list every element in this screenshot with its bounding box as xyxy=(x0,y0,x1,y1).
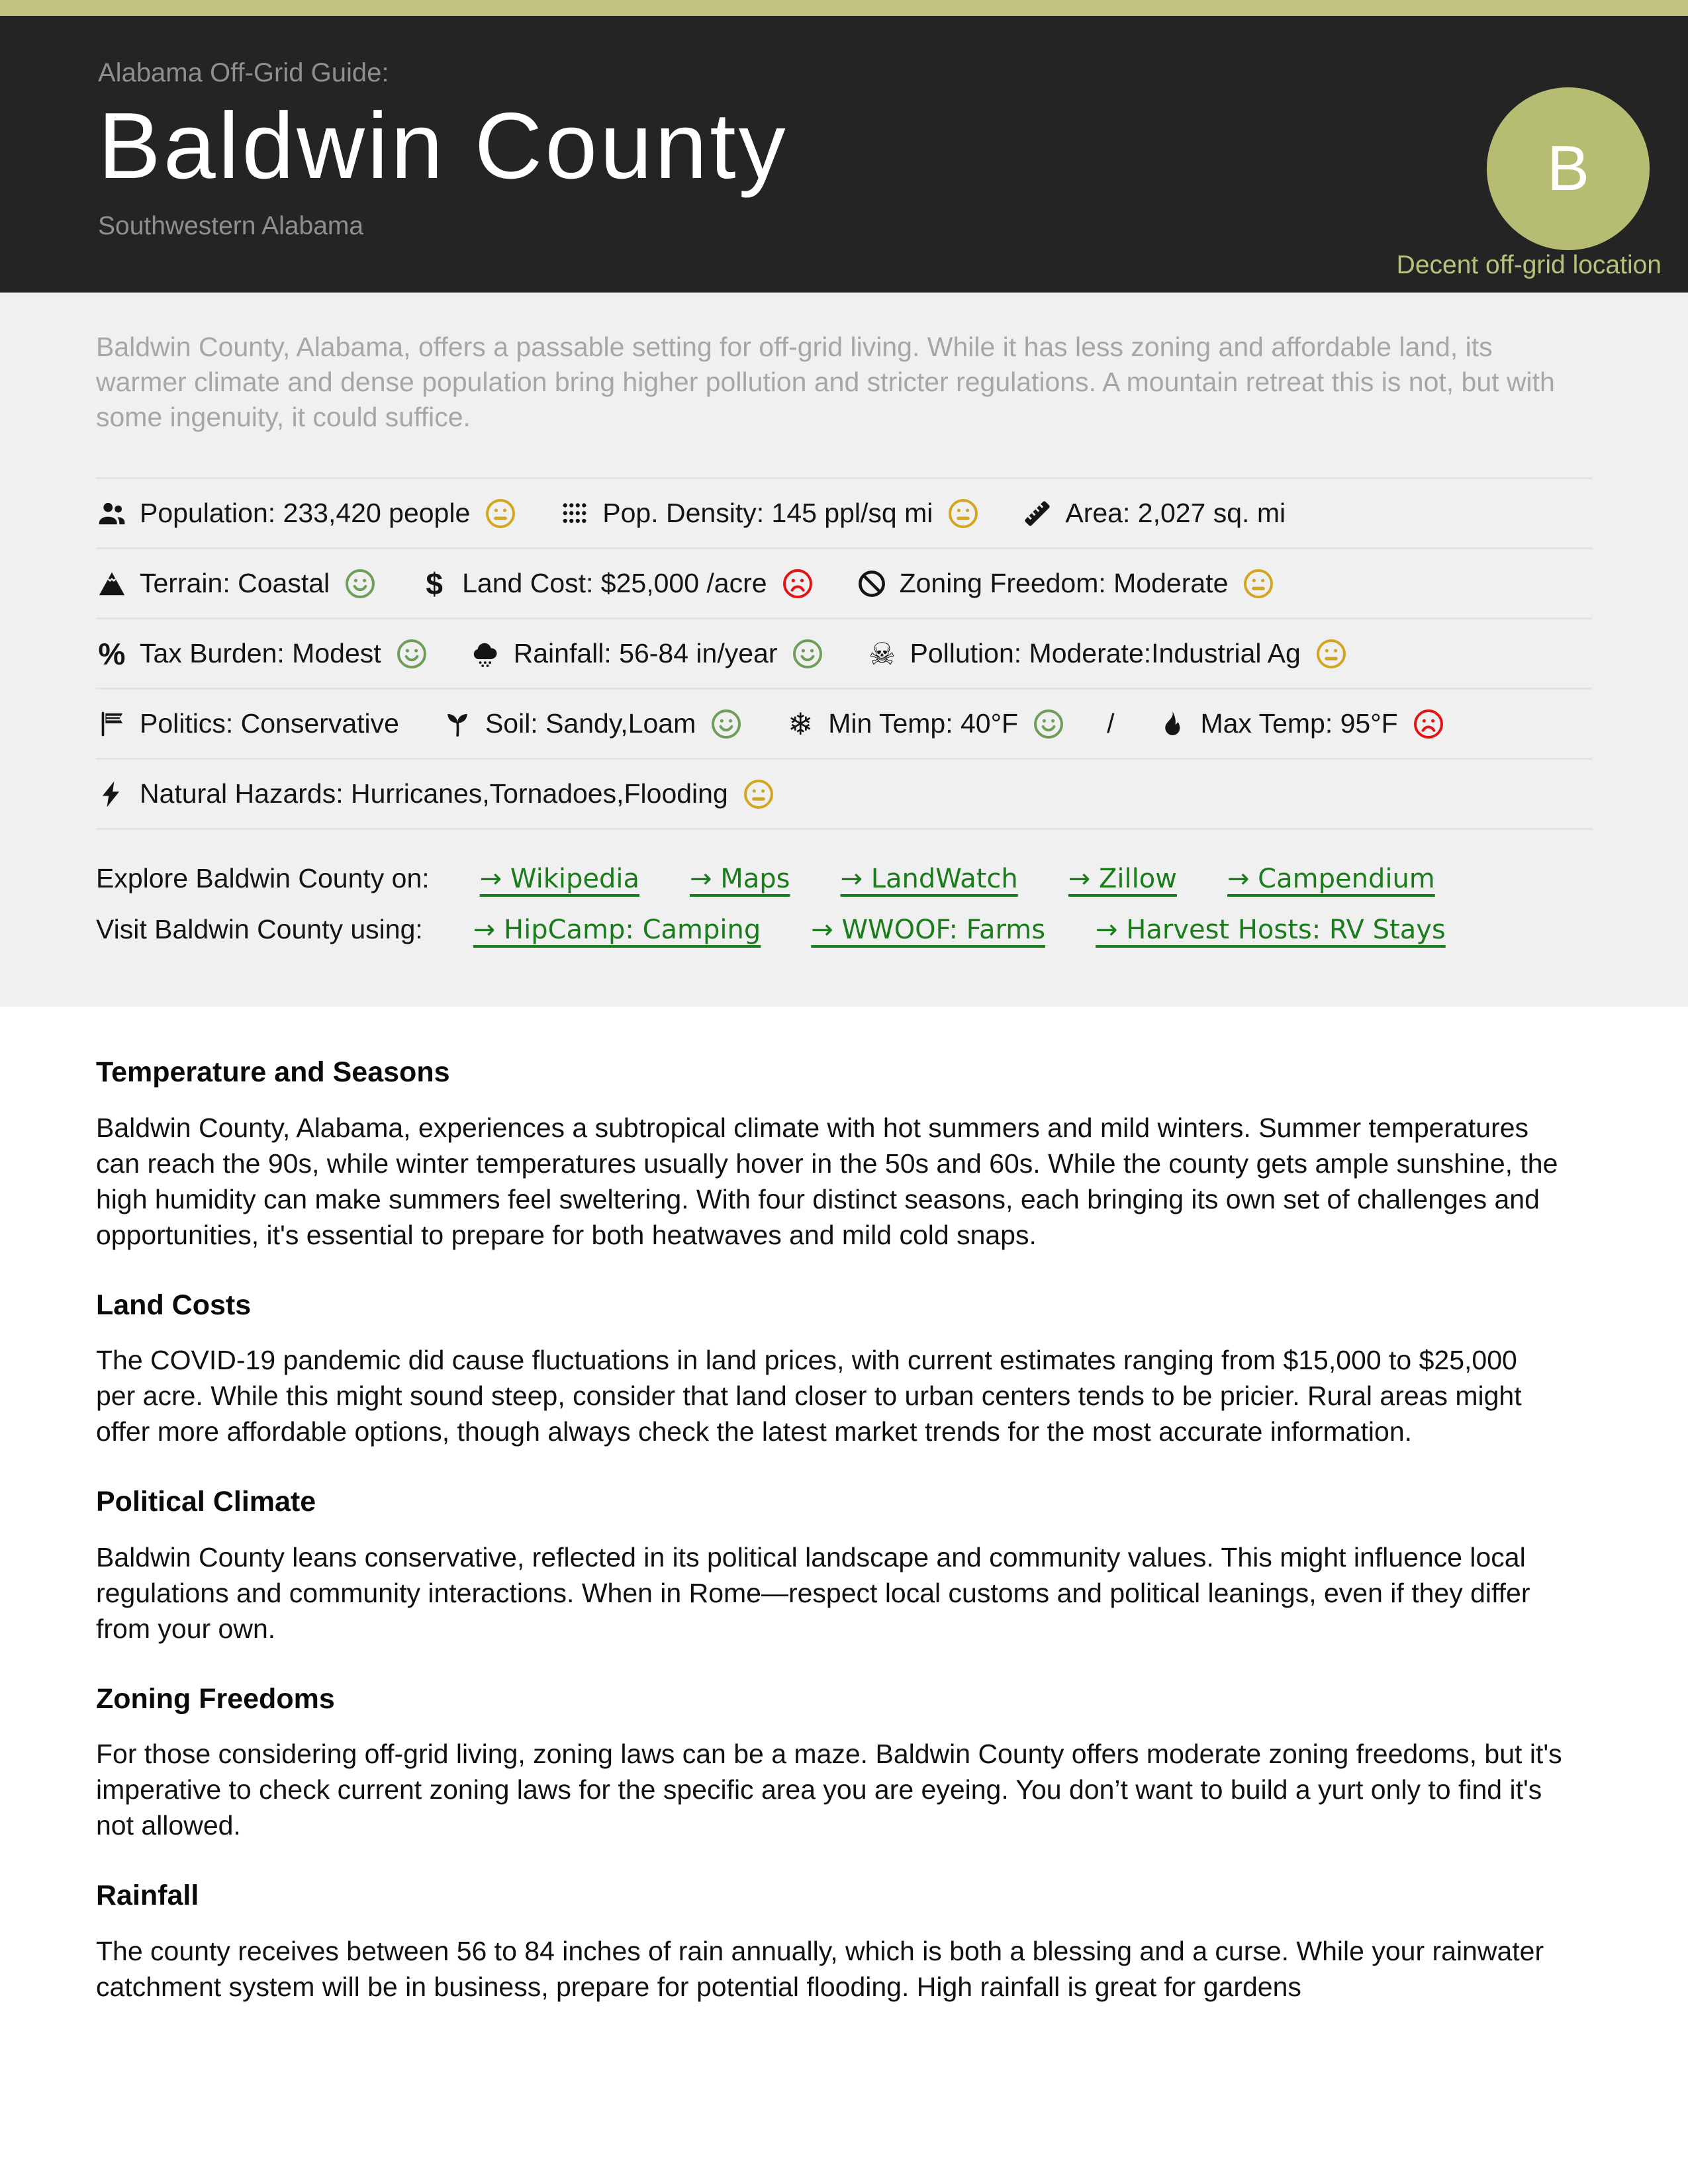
stats-row-politics xyxy=(96,688,1592,758)
frown-face-icon xyxy=(1413,708,1444,740)
explore-links-row xyxy=(96,863,1592,894)
stat-label: Politics: Conservative xyxy=(140,708,399,739)
stat-label: Zoning Freedom: Moderate xyxy=(899,568,1229,598)
stat-pollution xyxy=(866,635,1346,672)
smile-face-icon xyxy=(396,638,428,670)
visit-links-label: Visit Baldwin County using: xyxy=(96,914,423,944)
no-entry-icon xyxy=(856,568,888,600)
section-paragraph: The county receives between 56 to 84 inches of rain annually, which is both a blessing and a curse. While your rainwater catchment system will be in business, prepare for potential flooding. High rainfall is great for gardens xyxy=(96,1935,1544,2002)
page-kicker: Alabama Off-Grid Guide: xyxy=(98,58,389,87)
link-landwatch[interactable]: → LandWatch xyxy=(840,864,1018,894)
neutral-face-icon xyxy=(743,778,774,810)
section-paragraph: Baldwin County, Alabama, experiences a subtropical climate with hot summers and mild winters. Summer temperatures can reach the 90s, while winter temperatures usually hover in the 50s and 60s. While the county gets ample sunshine, the high humidity can make summers feel sweltering. With four distinct seasons, each bringing its own set of challenges and opportunities, it's essential to prepare for both heatwaves and mild cold snaps. xyxy=(96,1112,1558,1250)
heading-temperature-and-seasons: Temperature and Seasons xyxy=(96,1056,450,1088)
rain-cloud-icon xyxy=(470,638,502,670)
skull-icon: ☠ xyxy=(868,635,896,672)
stat-label: Area: 2,027 sq. mi xyxy=(1065,498,1286,528)
heading-land-costs: Land Costs xyxy=(96,1289,252,1321)
stat-max-temp xyxy=(1156,708,1444,740)
stats-row-population xyxy=(96,477,1592,547)
explore-links-label: Explore Baldwin County on: xyxy=(96,863,430,893)
stat-label: Pollution: Moderate:Industrial Ag xyxy=(910,638,1301,668)
snowflake-icon: ❄ xyxy=(787,705,814,742)
smile-face-icon xyxy=(1033,708,1064,740)
external-links xyxy=(96,863,1592,945)
frown-face-icon xyxy=(782,568,814,600)
link-maps[interactable]: → Maps xyxy=(689,864,790,894)
page-subtitle: Southwestern Alabama xyxy=(98,212,364,240)
page-header xyxy=(0,16,1688,293)
neutral-face-icon xyxy=(1315,638,1347,670)
article-body xyxy=(0,1007,1688,2005)
flag-icon xyxy=(96,708,128,740)
grade-caption: Decent off-grid location xyxy=(1396,251,1662,279)
grade-letter: B xyxy=(1546,133,1590,204)
link-wwoof[interactable]: → WWOOF: Farms xyxy=(811,915,1046,945)
stats-row-tax xyxy=(96,617,1592,688)
stat-rainfall xyxy=(470,638,824,670)
stat-label: Soil: Sandy,Loam xyxy=(485,708,696,739)
smile-face-icon xyxy=(792,638,823,670)
visit-links-row xyxy=(96,914,1592,945)
stat-natural-hazards xyxy=(96,778,774,810)
link-hipcamp[interactable]: → HipCamp: Camping xyxy=(473,915,761,945)
heading-rainfall: Rainfall xyxy=(96,1880,199,1912)
mountain-icon xyxy=(96,568,128,600)
heading-political-climate: Political Climate xyxy=(96,1486,316,1518)
stat-soil xyxy=(442,708,742,740)
section-paragraph: The COVID-19 pandemic did cause fluctuations in land prices, with current estimates ranging from $15,000 to $25,000 per acre. While this might sound steep, consider that land closer to urban centers tends to be pricier. Rural areas might offer more affordable options, though always check the latest market trends for the most accurate information. xyxy=(96,1345,1522,1447)
stat-label: Tax Burden: Modest xyxy=(140,638,381,668)
link-campendium[interactable]: → Campendium xyxy=(1227,864,1435,894)
summary-section xyxy=(0,293,1688,1007)
link-zillow[interactable]: → Zillow xyxy=(1068,864,1177,894)
density-dots-icon xyxy=(559,498,590,529)
stat-label: Min Temp: 40°F xyxy=(828,708,1019,739)
stats-row-hazards xyxy=(96,758,1592,830)
stat-label: Rainfall: 56-84 in/year xyxy=(513,638,778,668)
stat-label: Max Temp: 95°F xyxy=(1200,708,1398,739)
stat-label: Natural Hazards: Hurricanes,Tornadoes,Flooding xyxy=(140,778,728,809)
ruler-icon xyxy=(1021,498,1053,529)
smile-face-icon xyxy=(344,568,376,600)
flame-icon xyxy=(1156,708,1188,740)
accent-topbar xyxy=(0,0,1688,16)
stat-temp-separator xyxy=(1107,708,1114,739)
stats-table xyxy=(96,477,1592,830)
percent-icon: % xyxy=(98,636,126,671)
neutral-face-icon xyxy=(485,498,516,529)
stat-label: Terrain: Coastal xyxy=(140,568,330,598)
neutral-face-icon xyxy=(947,498,979,529)
people-icon xyxy=(96,498,128,529)
slash-separator: / xyxy=(1107,708,1115,739)
lightning-icon xyxy=(96,778,128,810)
stat-land-cost xyxy=(418,568,813,600)
heading-zoning-freedoms: Zoning Freedoms xyxy=(96,1682,335,1715)
stat-tax xyxy=(96,638,428,670)
link-harvest-hosts[interactable]: → Harvest Hosts: RV Stays xyxy=(1096,915,1446,945)
stat-area xyxy=(1021,498,1286,529)
seedling-icon xyxy=(442,708,473,740)
section-paragraph: Baldwin County leans conservative, reflected in its political landscape and community values. This might influence local regulations and community interactions. When in Rome—respect local customs and political leanings, even if they differ from your own. xyxy=(96,1541,1530,1644)
stat-label: Pop. Density: 145 ppl/sq mi xyxy=(602,498,933,528)
stat-label: Land Cost: $25,000 /acre xyxy=(462,568,767,598)
grade-badge xyxy=(1487,87,1650,250)
link-wikipedia[interactable]: → Wikipedia xyxy=(479,864,639,894)
stats-row-terrain xyxy=(96,547,1592,617)
stat-terrain xyxy=(96,568,376,600)
smile-face-icon xyxy=(710,708,742,740)
stat-politics xyxy=(96,708,399,740)
dollar-icon: $ xyxy=(426,566,443,601)
intro-paragraph: Baldwin County, Alabama, offers a passable setting for off-grid living. While it has less zoning and affordable land, its warmer climate and dense population bring higher pollution and stricter regulations. A mountain retreat this is not, but with some ingenuity, it could suffice. xyxy=(96,332,1555,432)
stat-density xyxy=(559,498,979,529)
section-paragraph: For those considering off-grid living, zoning laws can be a maze. Baldwin County offers moderate zoning freedoms, but it's imperative to check current zoning laws for the specific area you are eyeing. You don’t want to build a yurt only to find it's not allowed. xyxy=(96,1739,1562,1841)
stat-label: Population: 233,420 people xyxy=(140,498,471,528)
stat-zoning xyxy=(856,568,1275,600)
stat-population xyxy=(96,498,516,529)
stat-min-temp xyxy=(784,705,1064,742)
neutral-face-icon xyxy=(1243,568,1274,600)
page-title: Baldwin County xyxy=(98,93,788,199)
